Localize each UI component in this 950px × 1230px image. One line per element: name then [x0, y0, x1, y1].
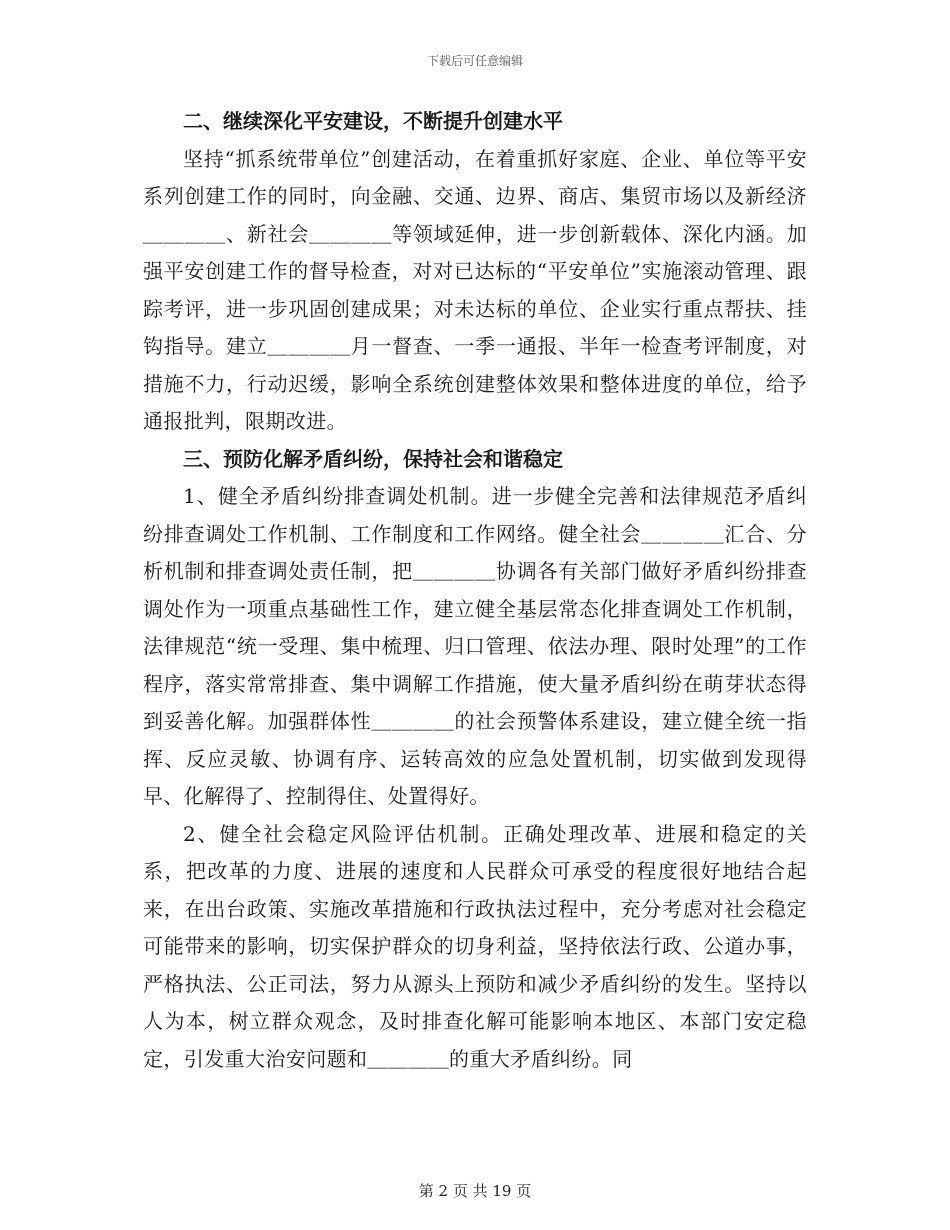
paragraph: 2、健全社会稳定风险评估机制。正确处理改革、进展和稳定的关系，把改革的力度、进展的速度和人民群众可承受的程度很好地结合起来，在出台政策、实施改革措施和行政执法过程中，充分考虑对社会稳定可能带来的影响，切实保护群众的切身利益，坚持依法行政、公道办事，严格执法、公正司法，努力从源头上预防和减少矛盾纠纷的发生。坚持以人为本，树立群众观念，及时排查化解可能影响本地区、本部门安定稳定，引发重大治安问题和＿＿＿＿的重大矛盾纠纷。同 — [143, 821, 807, 1071]
section-heading: 二、继续深化平安建设，不断提升创建水平 — [183, 109, 563, 133]
section-heading: 三、预防化解矛盾纠纷，保持社会和谐稳定 — [183, 446, 563, 471]
document-body — [143, 103, 807, 1078]
paragraph: 1、健全矛盾纠纷排查调处机制。进一步健全完善和法律规范矛盾纠纷排查调处工作机制、工作制度和工作网络。健全社会＿＿＿＿汇合、分析机制和排查调处责任制，把＿＿＿＿协调各有关部门做好矛盾纠纷排查调处作为一项重点基础性工作，建立健全基层常态化排查调处工作机制，法律规范“统一受理、集中梳理、归口管理、依法办理、限时处理”的工作程序，落实常常排查、集中调解工作措施，使大量矛盾纠纷在萌芽状态得到妥善化解。加强群体性＿＿＿＿的社会预警体系建设，建立健全统一指挥、反应灵敏、协调有序、运转高效的应急处置机制，切实做到发现得早、化解得了、控制得住、处置得好。 — [143, 484, 807, 808]
page-number: 第 2 页 共 19 页 — [418, 1182, 532, 1200]
paragraph: 坚持“抓系统带单位”创建活动，在着重抓好家庭、企业、单位等平安系列创建工作的同时，向金融、交通、边界、商店、集贸市场以及新经济＿＿＿＿、新社会＿＿＿＿等领域延伸，进一步创新载体、深化内涵。加强平安创建工作的督导检查，对对已达标的“平安单位”实施滚动管理、跟踪考评，进一步巩固创建成果；对未达标的单位、企业实行重点帮扶、挂钩指导。建立＿＿＿＿月一督查、一季一通报、半年一检查考评制度，对措施不力，行动迟缓，影响全系统创建整体效果和整体进度的单位，给予通报批判，限期改进。 — [143, 146, 807, 433]
page-header: 下载后可任意编辑 — [426, 54, 523, 68]
